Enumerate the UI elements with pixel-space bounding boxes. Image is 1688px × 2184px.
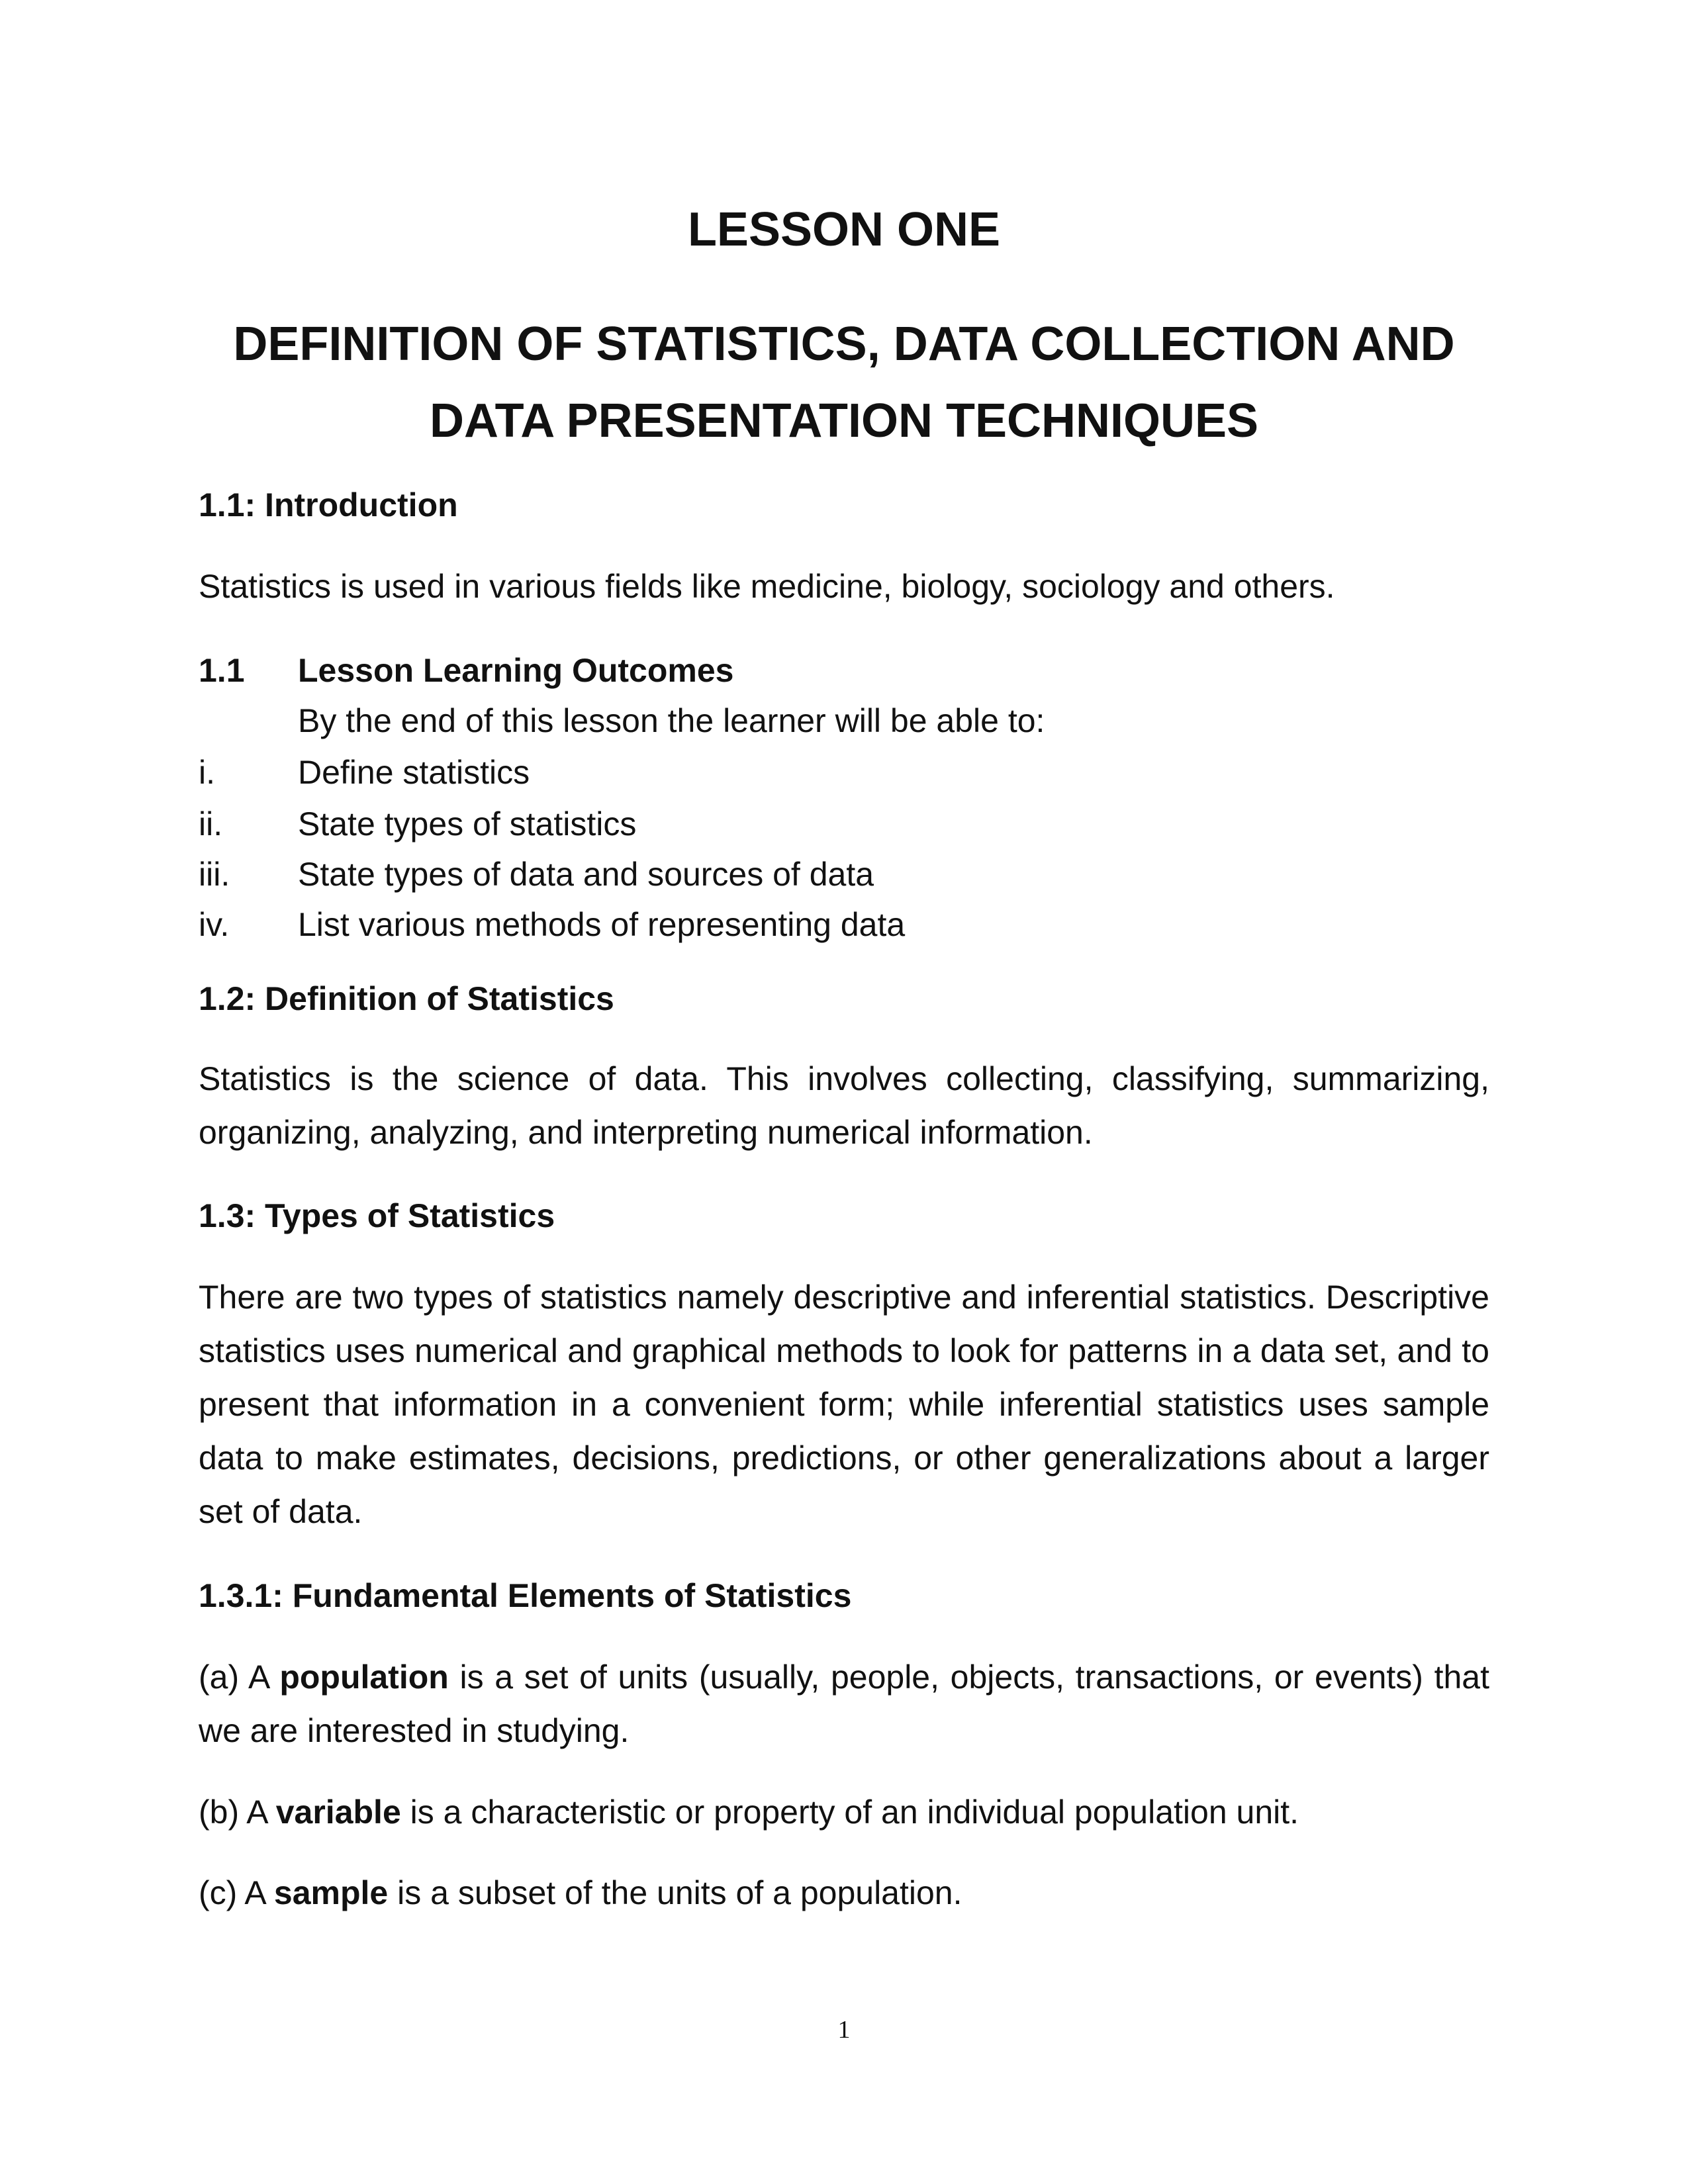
outcome-text: List various methods of representing data	[298, 906, 906, 943]
outcome-text: Define statistics	[298, 754, 530, 791]
outcome-text: State types of data and sources of data	[298, 856, 874, 893]
element-term: variable	[275, 1794, 401, 1831]
outcome-numeral: ii.	[199, 805, 223, 842]
document-page	[199, 0, 1489, 2184]
page-number: 1	[837, 2016, 851, 2044]
intro-heading: 1.1: Introduction	[199, 486, 458, 523]
element-term: sample	[273, 1874, 389, 1911]
outcomes-heading	[199, 647, 733, 694]
types-text: There are two types of statistics namely descriptive and inferential statistics. Descriptive statistics uses numerical and graphical methods to look for patterns in a data set, and to present that information in a convenient form; while inferential statistics uses sample data to make estimates, decisions, predictions, or other generalizations about a larger set of data.	[199, 1279, 1489, 1530]
fundamentals-heading: 1.3.1: Fundamental Elements of Statistics	[199, 1577, 852, 1614]
element-definition: is a subset of the units of a population.	[388, 1874, 962, 1911]
element-term: population	[279, 1659, 449, 1696]
outcomes-number: 1.1	[199, 652, 245, 689]
element-definition: is a characteristic or property of an individual population unit.	[400, 1794, 1299, 1831]
outcome-numeral: i.	[199, 754, 215, 791]
outcome-item	[199, 749, 530, 796]
outcome-numeral: iii.	[199, 856, 230, 893]
fundamental-element-b	[199, 1786, 1489, 1839]
outcome-numeral: iv.	[199, 906, 230, 943]
fundamental-element-c	[199, 1866, 1489, 1920]
outcome-item	[199, 901, 905, 948]
element-prefix: (c) A	[199, 1874, 274, 1911]
fundamental-element-a	[199, 1651, 1489, 1758]
outcomes-intro: By the end of this lesson the learner will be able to:	[298, 702, 1045, 739]
intro-text: Statistics is used in various fields like medicine, biology, sociology and others.	[199, 568, 1335, 605]
element-prefix: (a) A	[199, 1659, 280, 1696]
element-definition: is a set of units (usually, people, objects, transactions, or events) that we are interested in studying.	[199, 1659, 1489, 1749]
main-title-line-1: DEFINITION OF STATISTICS, DATA COLLECTION AND	[233, 318, 1455, 371]
lesson-title: LESSON ONE	[687, 203, 1001, 256]
types-heading: 1.3: Types of Statistics	[199, 1197, 555, 1234]
element-prefix: (b) A	[199, 1794, 276, 1831]
main-title	[199, 306, 1489, 459]
outcome-text: State types of statistics	[298, 805, 637, 842]
outcomes-title: Lesson Learning Outcomes	[298, 652, 734, 689]
definition-heading: 1.2: Definition of Statistics	[199, 980, 614, 1017]
outcome-item	[199, 851, 874, 897]
outcome-item	[199, 801, 636, 847]
main-title-line-2: DATA PRESENTATION TECHNIQUES	[429, 394, 1259, 447]
definition-text: Statistics is the science of data. This involves collecting, classifying, summarizing, organizing, analyzing, and interpreting numerical information.	[199, 1060, 1489, 1151]
